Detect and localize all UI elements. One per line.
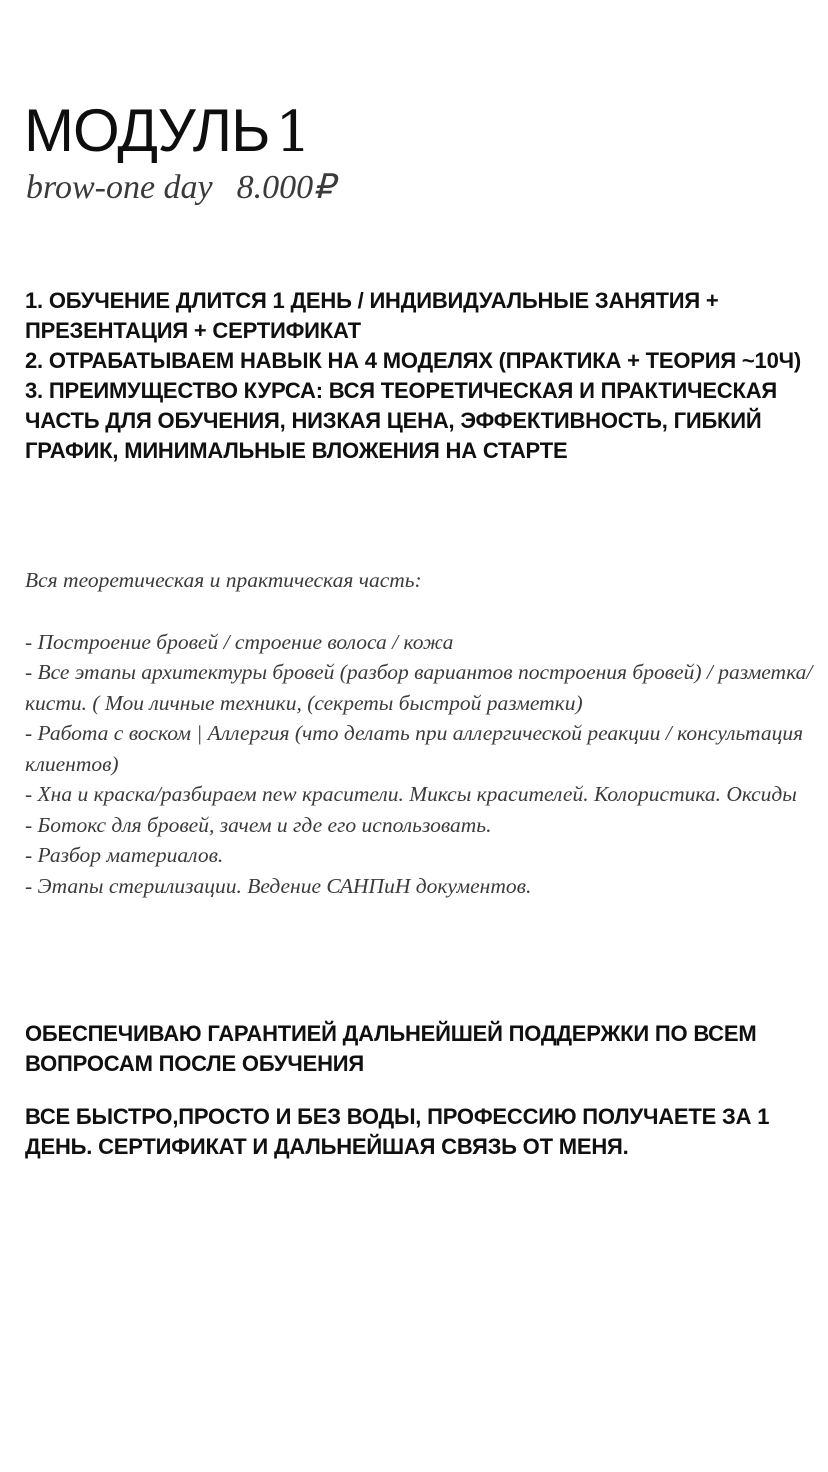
curriculum-item: - Этапы стерилизации. Ведение САНПиН документов. <box>25 873 532 898</box>
curriculum-item: - Разбор материалов. <box>25 843 224 867</box>
curriculum-intro: Вся теоретическая и практическая часть: <box>25 568 422 592</box>
module-subtitle <box>26 166 335 210</box>
curriculum-item: - Построение бровей / строение волоса / кожа <box>25 629 454 654</box>
support-note <box>25 1019 815 1079</box>
summary-note <box>25 1102 815 1162</box>
course-price: 8.000₽ <box>236 169 335 206</box>
support-text: ОБЕСПЕЧИВАЮ ГАРАНТИЕЙ ДАЛЬНЕЙШЕЙ ПОДДЕРЖКИ ПО ВСЕМ ВОПРОСАМ ПОСЛЕ ОБУЧЕНИЯ <box>25 1021 757 1076</box>
module-title <box>24 96 311 166</box>
summary-text: ВСЕ БЫСТРО,ПРОСТО И БЕЗ ВОДЫ, ПРОФЕССИЮ ПОЛУЧАЕТЕ ЗА 1 ДЕНЬ. СЕРТИФИКАТ И ДАЛЬНЕЙШАЯ СВЯЗЬ ОТ МЕНЯ. <box>25 1104 770 1159</box>
module-title-text: МОДУЛЬ <box>24 97 270 164</box>
curriculum-item: - Хна и краска/разбираем new красители. Миксы красителей. Колористика. Оксиды <box>25 782 797 806</box>
course-point: 2. ОТРАБАТЫВАЕМ НАВЫК НА 4 МОДЕЛЯХ (ПРАКТИКА + ТЕОРИЯ ~10Ч) <box>25 348 801 373</box>
curriculum-section <box>25 565 825 901</box>
course-points-list <box>25 286 815 466</box>
curriculum-item: - Все этапы архитектуры бровей (разбор вариантов построения бровей) / разметка/кисти. ( Мои личные техники, (секреты быстрой разметки) <box>25 660 813 715</box>
curriculum-item: - Работа с воском | Аллергия (что делать при аллергической реакции / консультация клиентов) <box>25 721 804 776</box>
course-point: 3. ПРЕИМУЩЕСТВО КУРСА: ВСЯ ТЕОРЕТИЧЕСКАЯ И ПРАКТИЧЕСКАЯ ЧАСТЬ ДЛЯ ОБУЧЕНИЯ, НИЗКАЯ ЦЕНА, ЭФФЕКТИВНОСТЬ, ГИБКИЙ ГРАФИК, МИНИМАЛЬНЫЕ ВЛОЖЕНИЯ НА СТАРТЕ <box>25 378 778 463</box>
module-number: 1 <box>275 100 312 165</box>
course-name: brow-one day <box>26 169 213 206</box>
curriculum-item: - Ботокс для бровей, зачем и где его использовать. <box>25 812 492 837</box>
course-point: 1. ОБУЧЕНИЕ ДЛИТСЯ 1 ДЕНЬ / ИНДИВИДУАЛЬНЫЕ ЗАНЯТИЯ + ПРЕЗЕНТАЦИЯ + СЕРТИФИКАТ <box>25 288 719 343</box>
